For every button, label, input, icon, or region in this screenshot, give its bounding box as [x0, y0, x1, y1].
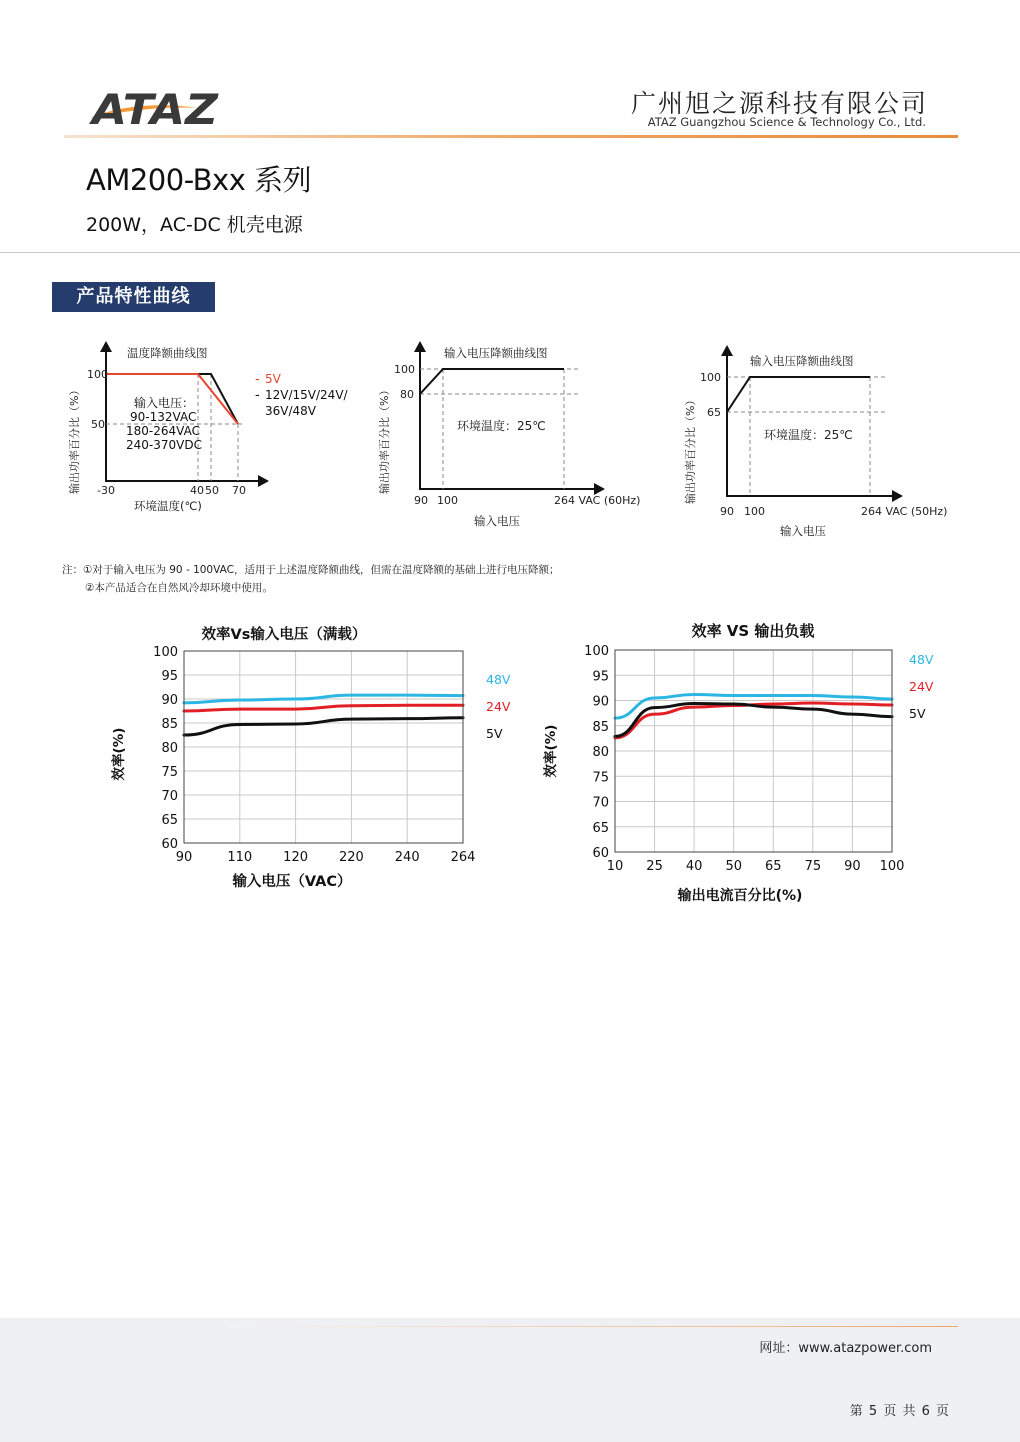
y-ticks: [584, 644, 892, 861]
y-axis-label: 效率(%): [111, 727, 127, 781]
x-axis-arrow: [892, 490, 903, 502]
y-axis-label: 输出功率百分比（%）: [684, 394, 697, 504]
y-tick-label: 100: [584, 644, 609, 659]
efficiency-vs-output-load-chart: [536, 616, 956, 916]
x-tick-100: 100: [437, 494, 458, 507]
legend-label-24v: 24V: [486, 699, 511, 714]
legend-label-12v-line2: 36V/48V: [265, 404, 316, 418]
x-tick-label: 220: [338, 850, 364, 865]
x-tick-label: 10: [606, 859, 624, 874]
note-line-2-text: ②本产品适合在自然风冷却环境中使用。: [85, 582, 273, 594]
x-tick-label: 40: [685, 859, 703, 874]
x-tick-label: 264: [450, 850, 476, 865]
legend-label-12v-line1: 12V/15V/24V/: [265, 388, 348, 402]
input-voltage-range-1: 90-132VAC: [130, 410, 197, 424]
series-line-24v: [184, 705, 463, 711]
x-axis-label: 输出电流百分比(%): [677, 888, 803, 904]
company-name-cn: 广州旭之源科技有限公司: [630, 89, 928, 118]
x-tick-90: 90: [414, 494, 428, 507]
footer-divider: [228, 1326, 958, 1327]
x-tick-90: 90: [720, 505, 734, 518]
company-name-en: ATAZ Guangzhou Science & Technology Co., Ltd.: [647, 115, 926, 129]
x-tick-264: 264 VAC (50Hz): [861, 505, 948, 518]
y-tick-label: 70: [592, 795, 609, 811]
x-tick-70: 70: [232, 484, 246, 497]
y-tick-label: 90: [592, 694, 609, 710]
y-axis-arrow: [100, 341, 112, 352]
y-tick-50: 50: [91, 418, 105, 431]
x-tick-100: 100: [744, 505, 765, 518]
chart-title: 温度降额曲线图: [127, 346, 208, 360]
series-line-5v: [184, 718, 463, 735]
temperature-derating-chart: [64, 338, 364, 518]
ambient-temperature-note: 环境温度：25℃: [764, 428, 853, 442]
legend-label-5v: 5V: [909, 706, 926, 721]
y-tick-label: 70: [161, 789, 178, 804]
y-axis-arrow: [721, 345, 733, 356]
y-tick-100: 100: [394, 363, 415, 376]
legend-label-48v: 48V: [909, 652, 934, 667]
input-voltage-range-3: 240-370VDC: [126, 438, 202, 452]
x-tick-50: 50: [205, 484, 219, 497]
section-title: 产品特性曲线: [52, 282, 215, 312]
legend: [486, 672, 511, 741]
legend-dash-12v: -: [255, 388, 260, 403]
y-tick-label: 85: [161, 717, 178, 732]
chart-title: 效率Vs输入电压（满载）: [201, 627, 367, 643]
x-tick-label: 50: [725, 859, 742, 874]
x-axis-label: 输入电压: [780, 524, 826, 538]
x-tick-label: 65: [765, 859, 782, 874]
y-tick-label: 100: [153, 645, 178, 660]
x-ticks: [176, 651, 476, 865]
x-tick-label: 100: [879, 859, 905, 874]
legend: [909, 652, 934, 721]
x-tick-label: 25: [646, 859, 663, 874]
x-ticks: [607, 650, 905, 874]
y-tick-label: 75: [161, 765, 178, 780]
y-tick-100: 100: [87, 368, 108, 381]
input-voltage-derating-chart-50hz: [680, 338, 980, 546]
x-axis-label: 输入电压: [474, 514, 520, 528]
x-axis-arrow: [258, 475, 269, 487]
y-axis-label: 输出功率百分比（%）: [68, 384, 81, 494]
note-line-1: 注：①对于输入电压为 90 - 100VAC，适用于上述温度降额曲线，但需在温度降额的基础上进行电压降额；: [62, 564, 560, 576]
product-subtitle: 200W，AC-DC 机壳电源: [86, 214, 303, 236]
x-tick-label: 90: [844, 859, 861, 874]
y-tick-label: 65: [161, 813, 178, 828]
logo-text: ATAZ: [88, 85, 220, 130]
note-line-2: [85, 580, 273, 595]
chart-title: 输入电压降额曲线图: [750, 354, 854, 368]
legend-dash-5v: -: [255, 372, 260, 387]
x-tick-minus30: -30: [97, 484, 115, 497]
y-tick-label: 65: [592, 820, 609, 836]
legend-label-5v: 5V: [486, 726, 503, 741]
x-tick-40: 40: [190, 484, 204, 497]
x-tick-264: 264 VAC (60Hz): [554, 494, 641, 507]
y-tick-80: 80: [400, 388, 414, 401]
chart-title: 输入电压降额曲线图: [444, 346, 548, 360]
footer-website: 网址：www.atazpower.com: [759, 1341, 932, 1356]
x-tick-label: 240: [394, 850, 420, 865]
derating-line: [420, 369, 564, 394]
page-number: 第 5 页 共 6 页: [849, 1404, 950, 1419]
y-tick-label: 80: [161, 741, 178, 756]
header-divider: [64, 135, 958, 138]
series-lines: [184, 695, 463, 735]
y-tick-label: 90: [161, 693, 178, 708]
series-line-5v: [615, 704, 892, 737]
derating-line: [727, 377, 870, 412]
y-tick-100: 100: [700, 371, 721, 384]
efficiency-vs-input-voltage-chart: [104, 618, 524, 900]
y-tick-label: 95: [161, 669, 178, 684]
y-tick-label: 85: [592, 719, 609, 735]
legend-label-5v: 5V: [265, 372, 281, 386]
x-tick-label: 120: [283, 850, 309, 865]
y-axis-label: 输出功率百分比（%）: [378, 384, 391, 494]
y-tick-label: 75: [592, 770, 609, 786]
input-voltage-range-2: 180-264VAC: [126, 424, 200, 438]
legend-label-48v: 48V: [486, 672, 511, 687]
y-tick-label: 60: [161, 837, 178, 852]
y-tick-label: 60: [592, 846, 609, 861]
y-tick-label: 80: [592, 745, 609, 760]
y-axis-label: 效率(%): [543, 724, 559, 778]
ambient-temperature-note: 环境温度：25℃: [457, 419, 546, 433]
x-tick-label: 90: [175, 850, 193, 865]
chart-title: 效率 VS 输出负载: [691, 622, 815, 640]
legend-label-24v: 24V: [909, 679, 934, 694]
x-tick-label: 110: [227, 850, 253, 865]
x-axis-label: 环境温度(℃): [134, 499, 202, 513]
y-ticks: [153, 645, 463, 852]
product-title: AM200-Bxx 系列: [86, 163, 312, 197]
input-voltage-derating-chart-60hz: [374, 338, 664, 536]
ataz-logo: [88, 84, 223, 130]
y-tick-65: 65: [707, 406, 721, 419]
x-tick-label: 75: [804, 859, 822, 874]
y-tick-label: 95: [592, 669, 609, 685]
y-axis-arrow: [414, 341, 426, 352]
input-voltage-label: 输入电压：: [134, 396, 195, 410]
x-axis-label: 输入电压（VAC）: [232, 874, 352, 890]
section-divider: [0, 252, 1020, 253]
